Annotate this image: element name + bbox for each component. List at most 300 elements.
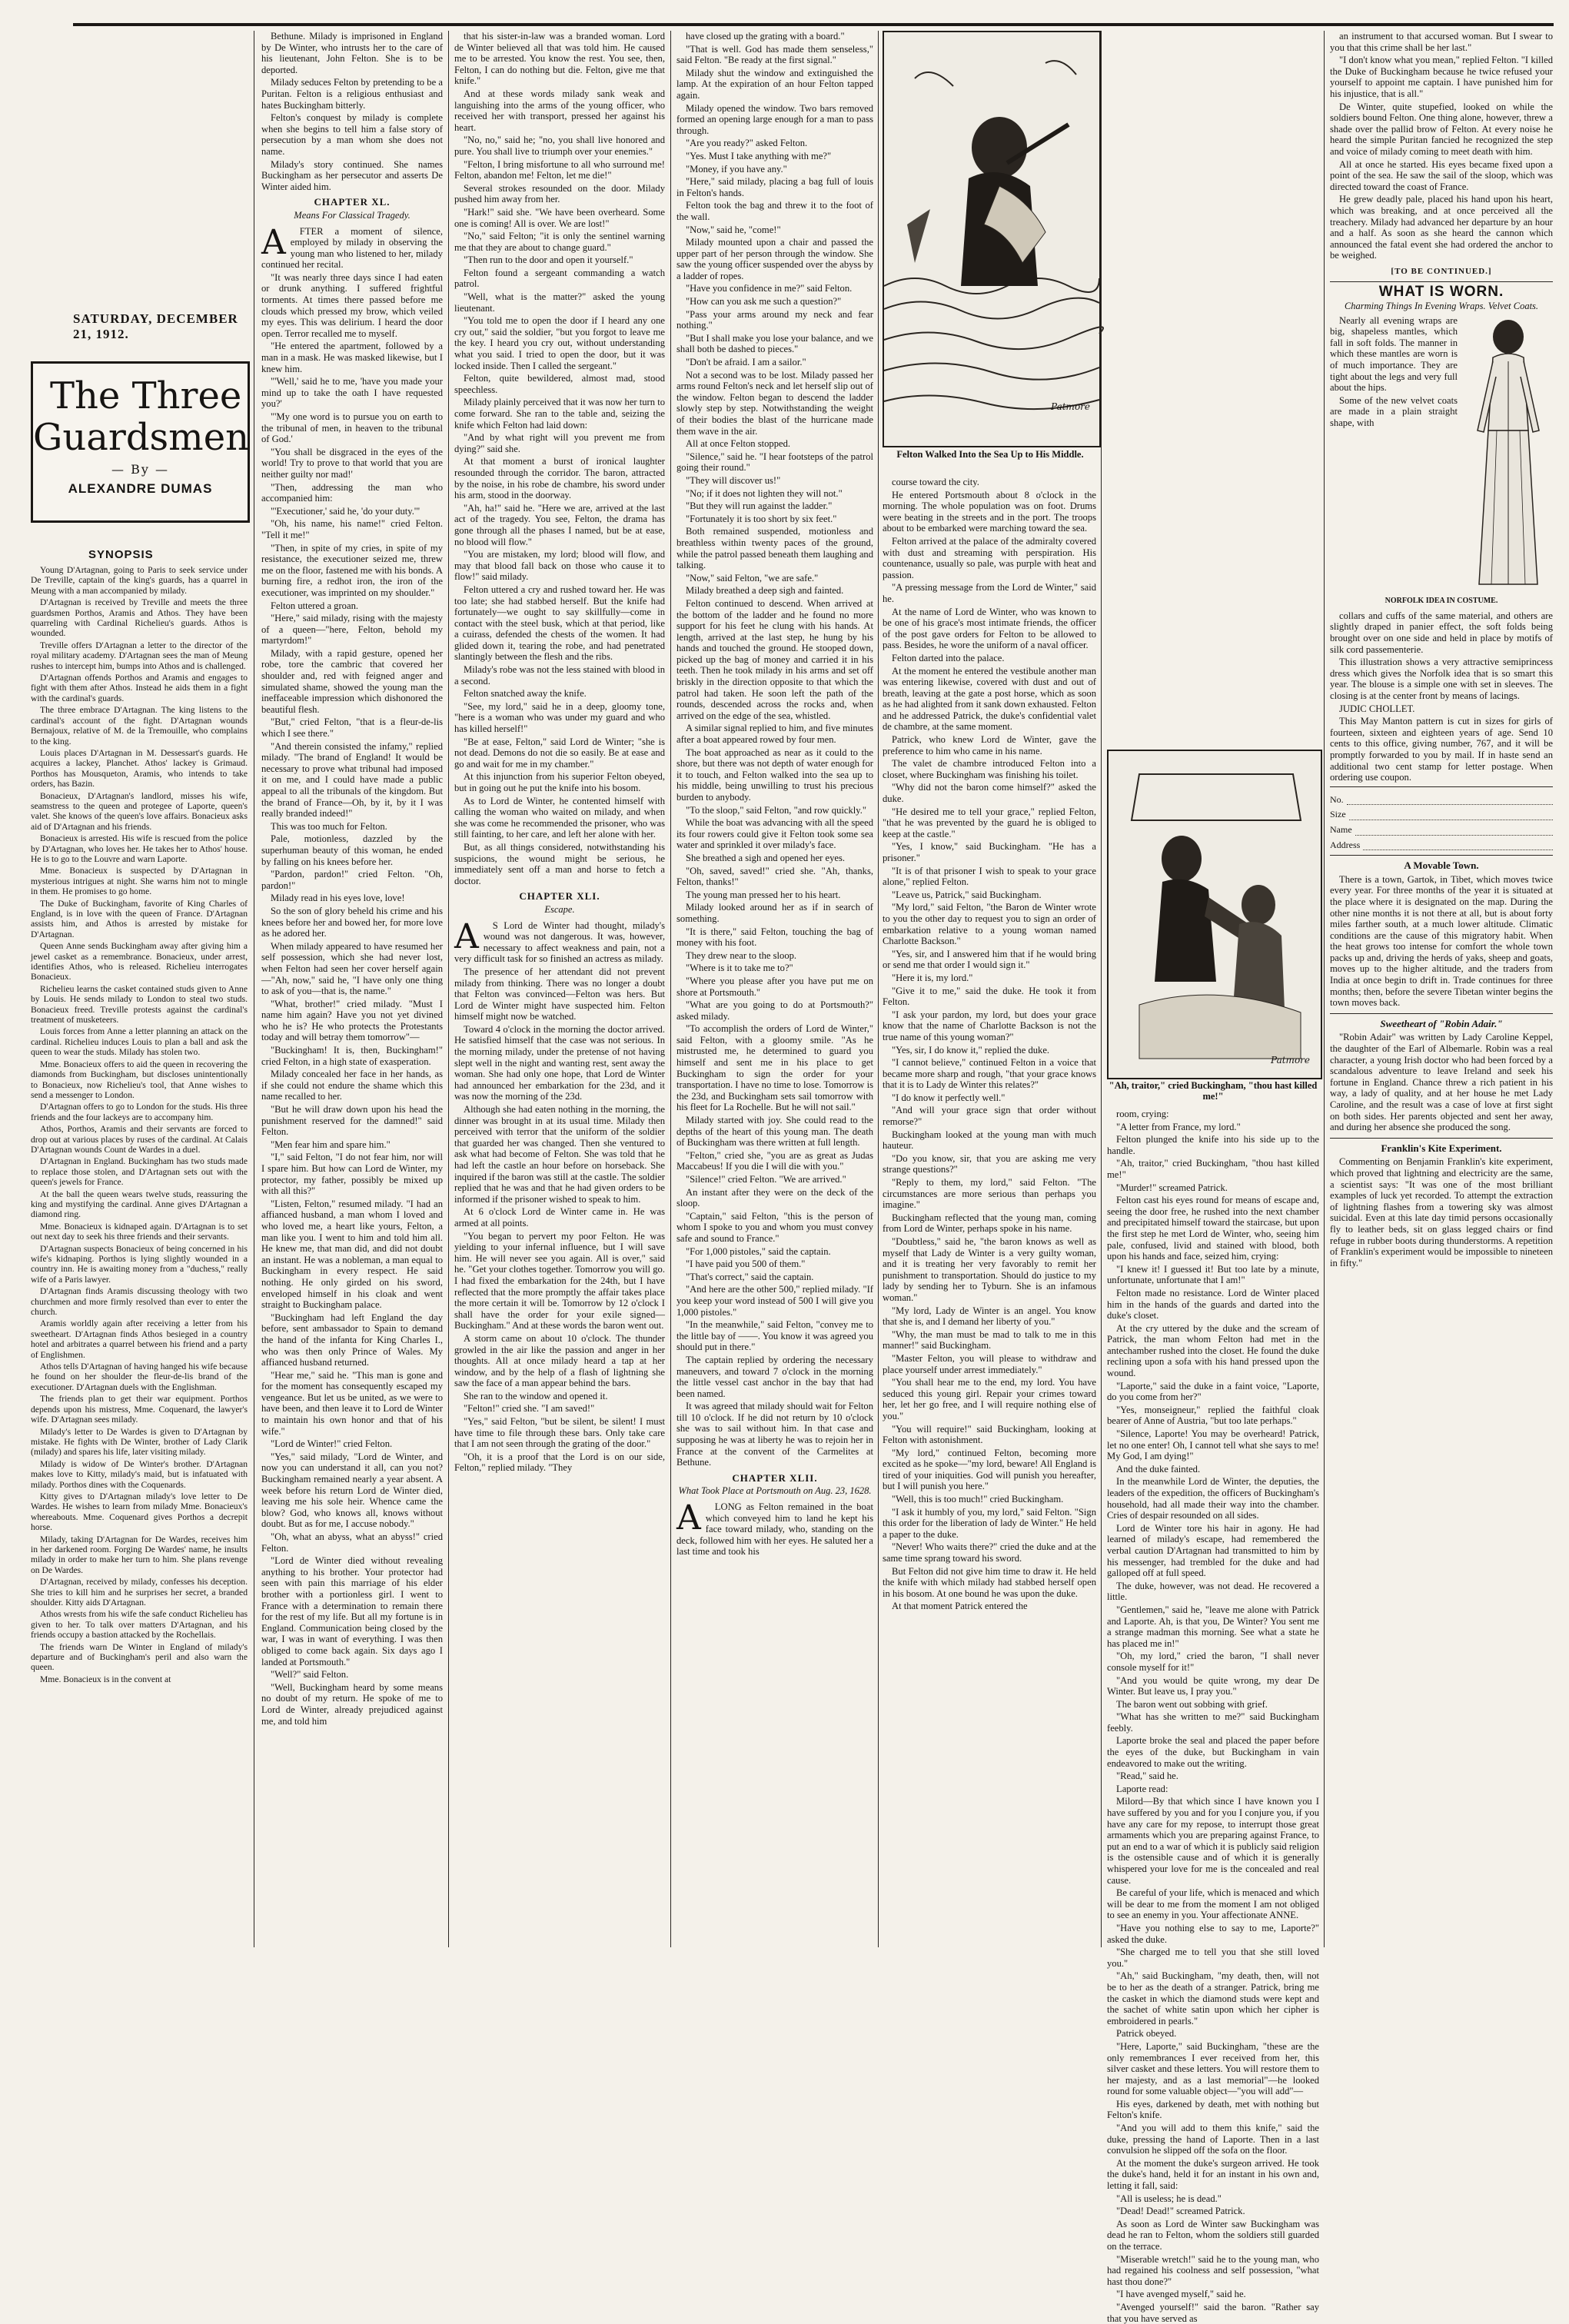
paragraph: "Men fear him and spare him."	[271, 1139, 391, 1150]
to-be-continued: [TO BE CONTINUED.]	[1391, 266, 1492, 276]
paragraph: Both remained suspended, motionless and breathless within twenty paces of the ground, while the patrol passed beneath them laughing and talking.	[676, 526, 873, 571]
paragraph: Laporte read:	[1116, 1783, 1168, 1794]
paragraph: D'Artagnan suspects Bonacieux of being concerned in his wife's kidnaping. Porthos is lying slightly wounded in a country inn. He is awaiting money from a "duchess," really wife of a Paris lawyer.	[31, 1243, 248, 1285]
paragraph: Felton found a sergeant commanding a watch patrol.	[454, 267, 665, 290]
paragraph: "Buckingham had left England the day before, sent ambassador to Spain to demand the hand of the infanta for King Charles I., who was then only Prince of Wales. My affianced husband returned.	[261, 1312, 443, 1368]
paragraph: As to Lord de Winter, he contented himself with calling the woman who waited on milady, and when she was come he recommended the prisoner, who was still fainting, to her care, and left her alone with her.	[454, 795, 665, 840]
paragraph: He entered Portsmouth about 8 o'clock in the morning. The whole population was on foot. Drums were beating in the streets and in the port. The troops about to be embarked were marching toward the sea.	[883, 489, 1096, 534]
town-article: There is a town, Gartok, in Tibet, which moves twice every year. For three months of the year it is situated at the place where it is designated on the map. During the other nine months it is not there at all, but is about forty miles farther south, at a much lower altitude. Climatic conditions are the cause of this migratory habit. When the heat grows too intense for comfort the whole town packs up and, driving the herds of yaks, sheep and goats, moves up to the higher altitude, and the traders from India at once begin to drift in. Trade continues for three months; then, before the severe Tibetan winter begins the town moves back.	[1330, 873, 1553, 1009]
paragraph: And at these words milady sank weak and languishing into the arms of the young officer, who received her with transport, pressed her against his heart.	[454, 88, 665, 133]
paragraph: Buckingham reflected that the young man, coming from Lord de Winter, perhaps spoke in his name.	[883, 1212, 1096, 1235]
byline-label: By	[131, 462, 150, 477]
paragraph: "No," said Felton; "it is only the sentinel warning me that they are about to change guard."	[454, 231, 665, 253]
paragraph: Buckingham looked at the young man with much hauteur.	[883, 1129, 1096, 1152]
column-divider	[1324, 31, 1325, 1947]
paragraph: He grew deadly pale, placed his hand upon his heart, which was breaking, and at once perceived all the treachery. Milady had advanced her departure by an hour and a half. As soon as she heard the cannon which announced the fatal event she had ordered the anchor to be weighed.	[1330, 194, 1553, 261]
paragraph: Young D'Artagnan, going to Paris to seek service under De Treville, captain of the king's guards, has a quarrel in Meung with a man accompanied by milady.	[31, 565, 248, 596]
fashion-subtitle: Charming Things In Evening Wraps. Velvet Coats.	[1344, 301, 1539, 312]
paragraph: Kitty gives to D'Artagnan milady's love letter to De Wardes. He wishes to learn from milady Mme. Bonacieux's whereabouts. Mme. Coquenard gives Porthos a decrepit horse.	[31, 1491, 248, 1533]
paragraph: "Well, this is too much!" cried Buckingham.	[892, 1494, 1064, 1505]
drop-cap: A	[454, 916, 479, 956]
paragraph: "Listen, Felton," resumed milady. "I had an affianced husband, a man whom I loved and who loved me, a heart like yours, Felton, a man like you. I went to him and told him all. He knew me, that man did, and did not doubt an instant. He was a nobleman, a man equal to Buckingham in every respect. He said nothing. He only girded on his sword, enveloped himself in his cloak and went straight to Buckingham palace.	[261, 1198, 443, 1311]
paragraph: "A letter from France, my lord."	[1116, 1121, 1241, 1132]
paragraph: "Pass your arms around my neck and fear nothing."	[676, 308, 873, 331]
chapter-text	[261, 222, 443, 1727]
paragraph: Several strokes resounded on the door. Milady pushed him away from her.	[454, 182, 665, 205]
paragraph: Mme. Bonacieux is suspected by D'Artagnan in mysterious intrigues at night. She warns him not to mingle in them. He promises to go home.	[31, 866, 248, 897]
paragraph: FTER a moment of silence, employed by milady in observing the young man who listened to her, milady continued her recital.	[261, 225, 443, 271]
paragraph: "Yes, monseigneur," replied the faithful cloak bearer of Anne of Austria, "but too late perhaps."	[1107, 1404, 1319, 1427]
paragraph: "Then, in spite of my cries, in spite of my resistance, the executioner seized me, threw me on the floor, fastened me with his bonds. A burning fire, a redhot iron, the iron of the executioner, was imprinted on my shoulder."	[261, 542, 443, 598]
paragraph: "And you will add to them this knife," said the duke, pressing the hand of Laporte. Then in a last convulsion he slipped off the sofa on the floor.	[1107, 2123, 1319, 2156]
paragraph: His eyes, darkened by death, met with nothing but Felton's knife.	[1107, 2098, 1319, 2121]
paragraph: Felton made no resistance. Lord de Winter placed him in the hands of the guards and darted into the duke's closet.	[1107, 1287, 1319, 1322]
paragraph: "Then run to the door and open it yourself."	[464, 254, 633, 266]
paragraph: This May Manton pattern is cut in sizes for girls of fourteen, sixteen and eighteen years of age. Send 10 cents to this office, giving number, 767, and it will be promptly forwarded to you by mail. If in haste send an additional two cent stamp for letter postage. When ordering use coupon.	[1330, 716, 1553, 783]
paragraph: Richelieu learns the casket contained studs given to Anne by Louis. He sends milady to London to steal two studs. Bonacieux freed. Treville protests against the cardinal's treatment of musketeers.	[31, 983, 248, 1026]
chapter-text	[1330, 31, 1553, 261]
robin-heading: Sweetheart of "Robin Adair."	[1380, 1017, 1503, 1029]
paragraph: "You shall hear me to the end, my lord. You have seduced this young girl. Repair your crimes toward her, let her go free, and I will require nothing else of you."	[883, 1377, 1096, 1421]
paragraph: "I ask your pardon, my lord, but does your grace know that the name of Charlotte Backson is not the true name of this young woman?"	[883, 1009, 1096, 1042]
chapter-subtitle: Escape.	[544, 903, 575, 915]
paragraph: Felton uttered a groan.	[271, 600, 359, 611]
paragraph: Milady started with joy. She could read to the depths of the heart of this young man. The death of Buckingham was there written at full length.	[676, 1115, 873, 1149]
story-column-5-continued	[1107, 31, 1319, 733]
serial-title-line2: Guardsmen	[33, 416, 250, 459]
paragraph: The presence of her attendant did not prevent milady from thinking. There was no longer a doubt that Felton was convinced—Felton was hers. But Lord de Winter might have suspected him. Felton himself might now be watched.	[454, 966, 665, 1022]
illustration-caption: "Ah, traitor," cried Buckingham, "thou hast killed me!"	[1109, 1080, 1318, 1102]
paragraph: Not a second was to be lost. Milady passed her arms round Felton's neck and let herself slip out of the window. Felton began to descend the ladder slowly step by step. Notwithstanding the weight of their bodies the blast of the hurricane made them wave in the air.	[676, 369, 873, 437]
paragraph: "Gentlemen," said he, "leave me alone with Patrick and Laporte. Ah, is that you, De Winter? You sent me a strange madman this morning. See what a state he has placed me in!"	[1107, 1604, 1319, 1649]
story-column-6	[1107, 1109, 1319, 2324]
paragraph: "Yes," said Felton, "but be silent, be silent! I must have time to file through these bars. Only take care that I am not seen through the grating of the door."	[454, 1416, 665, 1450]
paragraph: "You shall be disgraced in the eyes of the world! Try to prove to that world that you are neither guilty nor mad!'	[261, 446, 443, 480]
paragraph: Felton darted into the palace.	[892, 652, 1005, 663]
paragraph: Toward 4 o'clock in the morning the doctor arrived. He satisfied himself that the case was not serious. In the morning milady, under the pretense of not having slept well in the night and wanting rest, sent away the woman. She had only one hope, that Lord de Winter had announced her embarkation for the 23d, and it was now the morning of the 23d.	[454, 1023, 665, 1102]
drop-cap: A	[676, 1498, 701, 1538]
paragraph: "My lord, Lady de Winter is an angel. You know that she is, and I demand her liberty of you."	[883, 1305, 1096, 1328]
paragraph: "Felton," cried she, "you are as great as Judas Maccabeus! If you die I will die with you."	[676, 1149, 873, 1172]
figure-caption: NORFOLK IDEA IN COSTUME.	[1385, 597, 1498, 606]
chapter-heading: CHAPTER XLII.	[732, 1471, 818, 1484]
paragraph: "Now," said he, "come!"	[686, 224, 781, 235]
paragraph: At the ball the queen wears twelve studs, reassuring the king and mystifying the cardinal. Anne gives D'Artagnan a diamond ring.	[31, 1189, 248, 1220]
paragraph: As soon as Lord de Winter saw Buckingham was dead he ran to Felton, whom the soldiers still guarded on the terrace.	[1107, 2218, 1319, 2252]
paragraph: "Ah, ha!" said he. "Here we are, arrived at the last act of the tragedy. You see, Felton, the drama has gone through all the phases I named, but be at ease, no blood will flow."	[454, 502, 665, 547]
paragraph: "Lord de Winter!" cried Felton.	[271, 1438, 393, 1450]
paragraph: "Yes, sir, and I answered him that if he would bring or send me that order I would sign it."	[883, 948, 1096, 971]
coupon-field	[1330, 794, 1553, 806]
chapter-subtitle: What Took Place at Portsmouth on Aug. 23, 1628.	[678, 1485, 872, 1497]
paragraph: Milady opened the window. Two bars removed formed an opening large enough for a man to pass through.	[676, 102, 873, 136]
paragraph: "Here it is, my lord."	[892, 972, 973, 983]
synopsis-column	[31, 565, 248, 1947]
paragraph: "I knew it! I guessed it! But too late by a minute, unfortunate, unfortunate that I am!"	[1107, 1263, 1319, 1286]
paragraph: Milady shut the window and extinguished the lamp. At the expiration of an hour Felton tapped again.	[676, 67, 873, 101]
paragraph: Some of the new velvet coats are made in a plain straight shape, with	[1330, 394, 1458, 428]
paragraph: "And by what right will you prevent me from dying?" said she.	[454, 432, 665, 454]
paragraph: The three embrace D'Artagnan. The king listens to the cardinal's account of the fight. D'Artagnan wounds Bernajoux, relative of M. de la Tremouille, who complains to the king.	[31, 705, 248, 746]
column-divider	[1101, 31, 1102, 1947]
paragraph: "Oh, what an abyss, what an abyss!" cried Felton.	[261, 1531, 443, 1554]
paragraph: "Why did not the baron come himself?" asked the duke.	[883, 782, 1096, 805]
divider	[1330, 1138, 1553, 1139]
paragraph: Aramis worldly again after receiving a letter from his sweetheart. D'Artagnan finds Athos besieged in a country hotel and arbitrates a quarrel between his friend and a party of Englishmen.	[31, 1318, 248, 1360]
paragraph: "Where is it to take me to?"	[686, 963, 793, 974]
story-column-2	[261, 31, 443, 1947]
byline: — By —	[111, 462, 169, 477]
paragraph: "You are mistaken, my lord; blood will flow, and may that blood fall back on those who cause it to flow!" said milady.	[454, 549, 665, 583]
paragraph: D'Artagnan, received by milady, confesses his deception. She tries to kill him and he surprises her secret, a branded shoulder. Kitty aids D'Artagnan.	[31, 1577, 248, 1608]
dress-figure-drawing	[1462, 315, 1553, 592]
paragraph: Mme. Bonacieux is in the convent at	[40, 1674, 171, 1684]
paragraph: "To accomplish the orders of Lord de Winter," said Felton, with a gloomy smile. "As he mistrusted me, he determined to guard you himself and sent me in his place to get Buckingham to sign the order for your transportation. I have no time to lose. Tomorrow is the 23d, and Buckingham sets sail tomorrow with his fleet for La Rochelle. But he will not sail."	[676, 1023, 873, 1113]
paragraph: "Miserable wretch!" said he to the young man, who had regained his coolness and self possession, "what hast thou done?"	[1107, 2253, 1319, 2287]
paragraph: "I have paid you 500 of them."	[686, 1258, 806, 1270]
paragraph: This was too much for Felton.	[271, 820, 387, 832]
synopsis-heading: SYNOPSIS	[88, 548, 154, 561]
coupon-blank-line	[1347, 794, 1553, 806]
paragraph: "It was nearly three days since I had eaten or drunk anything. I suffered frightful torments. At times there passed before me clouds which pressed my brow, which veiled my eyes. This was delirium. I heard the door open. Terror recalled me to myself.	[261, 271, 443, 339]
paragraph: "But they will run against the ladder."	[686, 500, 833, 512]
paragraph: "They will discover us!"	[686, 474, 781, 486]
paragraph: "Fortunately it is too short by six feet."	[686, 513, 837, 524]
paragraph: that his sister-in-law was a branded woman. Lord de Winter believed all that was told him. He caused me to be arrested. You know the rest. You see, then, Felton, I can do nothing but die. Felton, give me that knife."	[454, 31, 665, 87]
coupon-blank-line	[1363, 839, 1553, 851]
paragraph: It was agreed that milady should wait for Felton till 10 o'clock. If he did not return by 10 o'clock she was to sail without him. In that case and supposing he was at liberty he was to rejoin her in France at the convent of the Carmelites at Bethune.	[676, 1401, 873, 1468]
coupon-field-label: Name	[1330, 823, 1352, 835]
paragraph: They drew near to the sloop.	[686, 949, 797, 961]
paragraph: Milady looked around her as if in search of something.	[676, 902, 873, 924]
paragraph: "But he will draw down upon his head the punishment reserved for the damned!" said Felton.	[261, 1104, 443, 1138]
illustration-buckingham	[1107, 750, 1322, 1079]
paragraph: At the moment the duke's surgeon arrived. He took the duke's hand, held it for an instant in his own and, letting it fall, said:	[1107, 2157, 1319, 2192]
coupon-blank-line	[1349, 809, 1553, 820]
felton-sea-drawing	[884, 32, 1099, 446]
paragraph: "Why, the man must be mad to talk to me in this manner!" said Buckingham.	[883, 1328, 1096, 1352]
paragraph: D'Artagnan offers to go to London for the studs. His three friends and the four lackeys are to accompany him.	[31, 1102, 248, 1122]
paragraph: Milady's story continued. She names Buckingham as her persecutor and asserts De Winter aided him.	[261, 158, 443, 192]
paragraph: "Doubtless," said he, "the baron knows as well as myself that Lady de Winter is a very guilty woman, and it is treating her very favorably to remit her punishment to transportation. Should do justice to my lady by sending her to Tyburn. She is an infamous woman."	[883, 1236, 1096, 1303]
fashion-heading: WHAT IS WORN.	[1378, 284, 1504, 301]
paragraph: Felton arrived at the palace of the admiralty covered with dust and streaming with perspiration. His countenance, usually so pale, was purple with heat and passion.	[883, 535, 1096, 580]
paragraph: Milady, taking D'Artagnan for De Wardes, receives him in her darkened room. Forging De Wardes' name, he insults milady in order to make her turn to him. She plans revenge on De Wardes.	[31, 1534, 248, 1575]
paragraph: "Have you confidence in me?" said Felton.	[686, 283, 853, 294]
drop-cap: A	[261, 222, 286, 262]
paragraph: LONG as Felton remained in the boat which conveyed him to land he kept his face toward milady, who, standing on the deck, followed him with her eyes. He saluted her a last time and took his	[676, 1501, 873, 1558]
paragraph: Athos wrests from his wife the safe conduct Richelieu has given to her. To talk over matters D'Artagnan, and his friends occupy a bastion attacked by the Rochellais.	[31, 1609, 248, 1641]
paragraph: "Dead! Dead!" screamed Patrick.	[1116, 2206, 1245, 2217]
chapter-heading: CHAPTER XLI.	[519, 890, 600, 903]
paragraph: Bethune. Milady is imprisoned in England by De Winter, who intrusts her to the care of his lieutenant, John Felton. She is to be deported.	[261, 31, 443, 75]
paragraph: "Where you please after you have put me on shore at Portsmouth."	[676, 975, 873, 998]
paragraph: D'Artagnan in England. Buckingham has two studs made to replace those stolen, and D'Artagnan sets out with the queen's jewels for France.	[31, 1156, 248, 1188]
paragraph: Felton snatched away the knife.	[464, 688, 587, 700]
paragraph: Milady is widow of De Winter's brother. D'Artagnan makes love to Kitty, milady's maid, but is infatuated with milady. Porthos dines with the Coquenards.	[31, 1458, 248, 1490]
paragraph: A storm came on about 10 o'clock. The thunder growled in the air like the passion and anger in her thoughts. All at once milady heard a tap at her window, and by the help of a flash of lightning she saw the face of a man appear behind the bars.	[454, 1332, 665, 1389]
paragraph: "That's correct," said the captain.	[686, 1271, 814, 1282]
fashion-text	[1330, 315, 1458, 595]
masthead-rule	[73, 23, 1554, 26]
paragraph: She breathed a sigh and opened her eyes.	[686, 852, 846, 863]
fashion-text-continued	[1330, 610, 1553, 783]
paragraph: "Be at ease, Felton," said Lord de Winter; "she is not dead. Demons do not die so easily. Be at ease and go and wait for me in my chamber."	[454, 736, 665, 770]
paragraph: Patrick, who knew Lord de Winter, gave the preference to him who came in his name.	[883, 734, 1096, 756]
paragraph: All at once he started. His eyes became fixed upon a point of the sea. He saw the sail of the sloop, which was directed toward the coast of France.	[1330, 158, 1553, 192]
paragraph: Milord—By that which since I have known you I have suffered by you and for you I conjure you, if you have any care for my repose, to interrupt those great armaments which you are preparing against France, to put an end to a war of which it is publicly said religion is the ostensible cause and of which it is generally whispered your love for me is the concealed and real cause.	[1107, 1796, 1319, 1886]
paragraph: "Silence!" cried Felton. "We are arrived."	[686, 1174, 846, 1185]
paragraph: "Felton, I bring misfortune to all who surround me! Felton, abandon me! Felton, let me die!"	[454, 158, 665, 181]
paragraph: "Then, addressing the man who accompanied him:	[261, 481, 443, 504]
paragraph: "Have you nothing else to say to me, Laporte?" asked the duke.	[1107, 1922, 1319, 1945]
coupon-field-label: Address	[1330, 839, 1361, 850]
paragraph: An instant after they were on the deck of the sloop.	[676, 1186, 873, 1209]
coupon-field	[1330, 824, 1553, 836]
paragraph: "Lord de Winter died without revealing anything to his brother. Your protector had seen with pain this marriage of his elder brother with a portionless girl. I went to France with a determination to remain there for the rest of my life. But all my fortune is in England. Communication being closed by the war, I was in want of everything. I was then obliged to come back again. Six days ago I landed at Portsmouth."	[261, 1555, 443, 1667]
paragraph: Milady breathed a deep sigh and fainted.	[686, 585, 844, 597]
paragraph: Felton's conquest by milady is complete when she begins to tell him a false story of persecution by a man whom she does not name.	[261, 112, 443, 157]
paragraph: But, as all things considered, notwithstanding his suspicions, the wound might be serious, he immediately sent off a man and horse to fetch a doctor.	[454, 841, 665, 886]
paragraph: In the meanwhile Lord de Winter, the deputies, the leaders of the expedition, the officers of Buckingham's household, had all made their way into the chamber. Cries of despair resounded on all sides.	[1107, 1476, 1319, 1521]
serial-title-line1: The Three	[50, 374, 242, 417]
paragraph: have closed up the grating with a board."	[686, 31, 845, 42]
paragraph: "Yes. Must I take anything with me?"	[686, 150, 832, 161]
paragraph: The young man pressed her to his heart.	[686, 889, 841, 900]
paragraph: room, crying:	[1116, 1109, 1169, 1119]
paragraph: Felton plunged the knife into his side up to the handle.	[1107, 1134, 1319, 1156]
paragraph: "In the meanwhile," said Felton, "convey me to the little bay of ——. You know it was agreed you should put in there."	[676, 1319, 873, 1353]
paragraph: "But I shall make you lose your balance, and we shall both be dashed to pieces."	[676, 332, 873, 355]
kite-heading: Franklin's Kite Experiment.	[1381, 1142, 1502, 1154]
paragraph: At 6 o'clock Lord de Winter came in. He was armed at all points.	[454, 1206, 665, 1228]
paragraph: "How can you ask me such a question?"	[686, 296, 842, 308]
paragraph: Felton continued to descend. When arrived at the bottom of the ladder and he found no more support for his feet he clung with his hands. At length, arrived at the last step, he hung by his hands and touched the ground. He stooped down, picked up the bag of money and carried it in his teeth. Then he took milady in his arms and set off briskly in the direction opposite to that which the patrol had taken. He soon left the path of the rounds, descended across the rocks and, when arrived on the edge of the sea, whistled.	[676, 597, 873, 721]
fashion-figure	[1462, 315, 1553, 595]
paragraph: "Murder!" screamed Patrick.	[1116, 1182, 1228, 1193]
paragraph: "You told me to open the door if I heard any one cry out," said the soldier, "but you forgot to leave me the key. I heard you cry out, without understanding what you said. I tried to open the door, but it was locked inside. Then I called the sergeant."	[454, 315, 665, 371]
paragraph: The valet de chambre introduced Felton into a closet, where Buckingham was finishing his toilet.	[883, 758, 1096, 780]
paragraph: "Well, what is the matter?" asked the young lieutenant.	[454, 291, 665, 314]
paragraph: D'Artagnan offends Porthos and Aramis and engages to fight with them after Athos. Instead he aids them in a fight with the cardinal's guards.	[31, 673, 248, 703]
chapter-subtitle: Means For Classical Tragedy.	[294, 209, 411, 221]
paragraph: "To the sloop," said Felton, "and row quickly."	[686, 804, 867, 816]
story-column-4	[676, 31, 873, 1947]
paragraph: "That is well. God has made them senseless," said Felton. "Be ready at the first signal."	[676, 43, 873, 66]
paragraph: Felton uttered a cry and rushed toward her. He was too late; she had stabbed herself. But the knife had fortunately—we ought to say skillfully—come in contact with the steel busk, which at that period, like a cuirass, defended the chests of the women. It had glided down it, tearing the robe, and had penetrated slantingly between the flesh and the ribs.	[454, 583, 665, 663]
paragraph: The captain replied by ordering the necessary maneuvers, and toward 7 o'clock in the morning the little vessel cast anchor in the bay that had been named.	[676, 1354, 873, 1399]
paragraph: "Here," said milady, rising with the majesty of a queen—"here, Felton, behold my martyrdom!"	[261, 613, 443, 647]
paragraph: Felton, quite bewildered, almost mad, stood speechless.	[454, 373, 665, 395]
coupon-field	[1330, 809, 1553, 820]
paragraph: "My lord," continued Felton, becoming more excited as he spoke—"my lord, beware! All England is tired of your iniquities. God will punish you hereafter, but I will punish you here."	[883, 1447, 1096, 1492]
chapter-heading: CHAPTER XL.	[314, 196, 391, 208]
paragraph: "I," said Felton, "I do not fear him, nor will I spare him. But how can Lord de Winter, my protector, my father, possibly be mixed up with all this?"	[261, 1152, 443, 1197]
paragraph: Treville offers D'Artagnan a letter to the director of the royal military academy. D'Artagnan sees the man of Meung rushes to intercept him, bumps into Athos and is challenged.	[31, 640, 248, 671]
story-column-5	[883, 477, 1096, 1947]
chapter-text	[454, 916, 665, 1475]
paragraph: "Pardon, pardon!" cried Felton. "Oh, pardon!"	[261, 869, 443, 891]
paragraph: "Do you know, sir, that you are asking me very strange questions?"	[883, 1152, 1096, 1175]
fashion-block	[1330, 315, 1553, 595]
paragraph: "It is there," said Felton, touching the bag of money with his foot.	[676, 926, 873, 949]
dateline: SATURDAY, DECEMBER 21, 1912.	[73, 311, 238, 341]
paragraph: "Avenged yourself!" said the baron. "Rather say that you have served as	[1107, 2301, 1319, 2324]
paragraph: "I don't know what you mean," replied Felton. "I killed the Duke of Buckingham because he twice refused your yourself to appoint me captain. I have punished him for his injustice, that is all."	[1330, 55, 1553, 99]
paragraph: "For 1,000 pistoles," said the captain.	[686, 1245, 831, 1257]
paragraph: The duke, however, was not dead. He recovered a little.	[1107, 1580, 1319, 1603]
paragraph: "I have avenged myself," said he.	[1116, 2289, 1246, 2300]
paragraph: "Give it to me," said the duke. He took it from Felton.	[883, 985, 1096, 1008]
paragraph: "Leave us, Patrick," said Buckingham.	[892, 889, 1042, 900]
paragraph: The baron went out sobbing with grief.	[1116, 1698, 1268, 1710]
paragraph: Felton took the bag and threw it to the foot of the wall.	[676, 200, 873, 222]
paragraph: "Here, Laporte," said Buckingham, "these are the only remembrances I ever received from her, this silver casket and these letters. You will restore them to her majesty, and as a last memorial"—he looked round for some valuable object—"you will add"—	[1107, 2040, 1319, 2097]
paragraph: Bonacieux, D'Artagnan's landlord, misses his wife, seamstress to the queen and protegee of Laporte, queen's valet. She knows of the queen's love affairs. Bonacieux asks aid of D'Artagnan and his friends.	[31, 790, 248, 832]
paragraph: "And will your grace sign that order without remorse?"	[883, 1105, 1096, 1128]
paragraph: "I cannot believe," continued Felton in a voice that became more sharp and rough, "that your grace knows that it is to Lady de Winter this relates?"	[883, 1057, 1096, 1091]
paragraph: Laporte broke the seal and placed the paper before the eyes of the duke, but Buckingham in vain endeavored to make out the writing.	[1107, 1735, 1319, 1769]
paragraph: She ran to the window and opened it.	[464, 1390, 608, 1401]
sidebar-column	[1330, 31, 1553, 1947]
paragraph: So the son of glory beheld his crime and his knees before her and bowed her, for more love as he adored her.	[261, 905, 443, 939]
paragraph: "It is of that prisoner I wish to speak to your grace alone," replied Felton.	[883, 865, 1096, 888]
paragraph: "See, my lord," said he in a deep, gloomy tone, "here is a woman who was under my guard and who has killed herself!"	[454, 700, 665, 735]
paragraph: "But," cried Felton, "that is a fleur-de-lis which I see there."	[261, 716, 443, 740]
column-divider	[448, 31, 449, 1947]
paragraph: "'Well,' said he to me, 'have you made your mind up to take the oath I have requested you?'	[261, 376, 443, 410]
paragraph: "Captain," said Felton, "this is the person of whom I spoke to you and whom you must convey safe and sound to France."	[676, 1210, 873, 1244]
paragraph: "Silence," said he. "I hear footsteps of the patrol going their round."	[676, 451, 873, 474]
illustration-caption: Felton Walked Into the Sea Up to His Middle.	[896, 449, 1084, 460]
paragraph: "Money, if you have any."	[686, 163, 787, 175]
paragraph: Patrick obeyed.	[1116, 2028, 1177, 2040]
paragraph: Nearly all evening wraps are big, shapeless mantles, which fall in soft folds. The manner in which these mantles are worn is of much importance. They are tight about the legs and very full about the hips.	[1330, 314, 1458, 394]
paragraph: "All is useless; he is dead."	[1116, 2193, 1222, 2204]
paragraph: Mme. Bonacieux offers to aid the queen in recovering the diamonds from Buckingham, but discloses unintentionally to Bonacieux, now Richelieu's tool, that Anne wishes to send a messenger to London.	[31, 1059, 248, 1100]
paragraph: "'My one word is to pursue you on earth to the tribunal of men, in heaven to the tribunal of God.'	[261, 411, 443, 445]
paragraph: Milady, with a rapid gesture, opened her robe, tore the cambric that covered her shoulder and, red with feigned anger and simulated shame, showed the young man the ineffaceable impression which dishonored the beautiful flesh.	[261, 647, 443, 715]
paragraph: Although she had eaten nothing in the morning, the dinner was brought in at its usual time. Milady then perceived with terror that the uniform of the soldier that guarded her was changed. Then she ventured to ask what had become of Felton. She was told that he had left the castle an hour before on horseback. She inquired if the baron was still at the castle. The soldier replied that he was and that he had given orders to be informed if the prisoner wished to speak to him.	[454, 1104, 665, 1205]
paragraph: "Felton!" cried she. "I am saved!"	[464, 1403, 595, 1415]
illustration-signature: Patmore	[1051, 401, 1090, 412]
paragraph: "Laporte," said the duke in a faint voice, "Laporte, do you come from her?"	[1107, 1380, 1319, 1403]
coupon-field-label: No.	[1330, 793, 1344, 805]
coupon-field	[1330, 839, 1553, 851]
paragraph: Milady read in his eyes love, love!	[271, 893, 405, 904]
paragraph: At the cry uttered by the duke and the scream of Patrick, the man whom Felton had met in the antechamber rushed into the closet. He found the duke reclining upon a sofa with his hand pressed upon the wound.	[1107, 1322, 1319, 1379]
paragraph: The Duke of Buckingham, favorite of King Charles of England, is in love with the queen of France. D'Artagnan assists him, and Athos is arrested by mistake for D'Artagnan.	[31, 898, 248, 939]
paragraph: And the duke fainted.	[1116, 1463, 1201, 1475]
paragraph: "Ah, traitor," cried Buckingham, "thou hast killed me!"	[1107, 1158, 1319, 1180]
coupon-field-label: Size	[1330, 809, 1346, 820]
paragraph: "No; if it does not lighten they will not."	[686, 487, 843, 499]
paragraph: "And here are the other 500," replied milady. "If you keep your word instead of 500 I will give you 1,000 pistoles."	[676, 1284, 873, 1318]
synopsis-continued	[261, 31, 443, 192]
paragraph: A similar signal replied to him, and five minutes after a boat appeared rowed by four men.	[676, 723, 873, 746]
paragraph: Milady mounted upon a chair and passed the upper part of her person through the window. She saw the young officer suspended over the abyss by a ladder of ropes.	[676, 237, 873, 281]
paragraph: Milady seduces Felton by pretending to be a Puritan. Felton is a religious enthusiast and hates Buckingham bitterly.	[261, 77, 443, 111]
paragraph: D'Artagnan is received by Treville and meets the three guardsmen Porthos, Aramis and Athos. They have been quarreling with Cardinal Richelieu's guards. Athos is wounded.	[31, 597, 248, 639]
paragraph: "No, no," said he; "no, you shall live honored and pure. You shall live to triumph over your enemies."	[454, 135, 665, 157]
paragraph: The boat approached as near as it could to the shore, but there was not depth of water enough for it to touch, and Felton walked into the sea up to his middle, being unwilling to trust his precious burden to anybody.	[676, 746, 873, 803]
paragraph: "Yes, sir, I do know it," replied the duke.	[892, 1044, 1050, 1056]
paragraph: De Winter, quite stupefied, looked on while the soldiers bound Felton. One thing alone, however, threw a shade over the pallid brow of Felton. At every noise he heard the simple Puritan fancied he recognized the step and voice of milady coming to meet death with him.	[1330, 101, 1553, 157]
paragraph: Milady's letter to De Wardes is given to D'Artagnan by mistake. He fights with De Winter, brother of Lady Clarik (milady) and spares his life, later visiting milady.	[31, 1426, 248, 1458]
town-heading: A Movable Town.	[1404, 859, 1479, 872]
buckingham-drawing	[1109, 751, 1321, 1078]
divider	[1330, 855, 1553, 856]
paragraph: "Hear me," said he. "This man is gone and for the moment has consequently escaped my vengeance. But let us be united, as we were to have been, and then leave it to Lord de Winter to maintain his own honor and that of his wife."	[261, 1369, 443, 1437]
paragraph: Bonacieux is arrested. His wife is rescued from the police by D'Artagnan, who loves her. He takes her to Athos' house. He is to go to the Louvre and warn Laporte.	[31, 833, 248, 864]
paragraph: "You began to pervert my poor Felton. He was yielding to your infernal influence, but I will save him. He will never see you again. All is over," said he. "Get your clothes together. Tomorrow you will go. I had fixed the embarkation for the 24th, but I have reflected that the more promptly the affair takes place the more certain it will be. Tomorrow by 12 o'clock I shall have the order for your exile signed—Buckingham." And at these words the baron went out.	[454, 1230, 665, 1332]
paragraph: Lord de Winter tore his hair in agony. He had learned of milady's escape, had remembered the verbal caution D'Artagnan had transmitted to him by his messenger, had trembled for the duke and had galloped off at full speed.	[1107, 1522, 1319, 1579]
paragraph: "Yes," said milady, "Lord de Winter, and now you can understand it all, can you not? Buckingham remained nearly a year absent. A week before his return Lord de Winter died, leaving me his sole heir. Whence came the blow? God, who knows all, knows without doubt. But as for me, I accuse nobody."	[261, 1451, 443, 1530]
paragraph: Louis forces from Anne a letter planning an attack on the cardinal. Richelieu induces Louis to plan a ball and ask the queen to wear the studs. Milady has stolen two.	[31, 1026, 248, 1058]
paragraph: This illustration shows a very attractive semiprincess dress which gives the Norfolk idea that is so smart this year. The blouse is a simple one with set in sleeves. The closing is at the center front by means of lacings.	[1330, 657, 1553, 701]
paragraph: "Oh, saved, saved!" cried she. "Ah, thanks, Felton, thanks!"	[676, 865, 873, 888]
paragraph: "Oh, it is a proof that the Lord is on our side, Felton," replied milady. "They	[454, 1451, 665, 1474]
paragraph: "Never! Who waits there?" cried the duke and at the same time sprang toward his sword.	[883, 1541, 1096, 1564]
paragraph: Felton cast his eyes round for means of escape and, seeing the door free, he rushed into the next chamber and precipitated himself toward the staircase, but upon the first step he met Lord de Winter, who, seeing him pale, confused, livid and stained with blood, both upon his hands and face, seized him, crying:	[1107, 1195, 1319, 1262]
paragraph: Pale, motionless, dazzled by the superhuman beauty of this woman, he ended by falling on his knees before her.	[261, 833, 443, 867]
paragraph: "Well?" said Felton.	[271, 1669, 349, 1681]
robin-article: "Robin Adair" was written by Lady Caroline Keppel, the daughter of the Earl of Albemarle. Robin was a real character, a young Irish doctor who had been forced by a scandalous adventure to leave Ireland and seek his fortune in England. Chance threw a rich patient in his way, a lady of quality, and at her house he met Lady Caroline, and the result was a case of love at first sight on both sides. Her parents objected and sent her away, and during her absence she produced the song.	[1330, 1032, 1553, 1133]
paragraph: Louis places D'Artagnan in M. Dessessart's guards. He acquires a lackey, Planchet. Athos' lackey is Grimaud. Porthos has Mousqueton, Aramis, who intends to take orders, has Bazin.	[31, 747, 248, 790]
paragraph: When milady appeared to have resumed her self possession, which she had never lost, when Felton had seen her cover herself again—"Ah, now," said he, "I have only one thing to ask of you—that is, the name."	[261, 940, 443, 997]
paragraph: "Well, Buckingham heard by some means no doubt of my return. He spoke of me to Lord de Winter, already prejudiced against me, and told him	[261, 1681, 443, 1727]
paragraph: S Lord de Winter had thought, milady's wound was not dangerous. It was, however, necessary to affect weakness and pain, not a very difficult task for so finished an actress as milady.	[454, 919, 665, 965]
pattern-coupon	[1330, 786, 1553, 850]
column-divider	[670, 31, 671, 1947]
coupon-blank-line	[1355, 824, 1553, 836]
chapter-text	[676, 31, 873, 1468]
paragraph: JUDIC CHOLLET.	[1339, 703, 1415, 714]
divider	[1330, 1013, 1553, 1014]
paragraph: Milady concealed her face in her hands, as if she could not endure the shame which this name recalled to her.	[261, 1069, 443, 1102]
paragraph: "Hark!" said she. "We have been overheard. Some one is coming! All is over. We are lost!"	[454, 206, 665, 229]
paragraph: At this injunction from his superior Felton obeyed, but in going out he put the knife into his bosom.	[454, 771, 665, 793]
paragraph: "My lord," said Felton, "the Baron de Winter wrote to you the other day to request you to sign an order of embarkation relative to a young woman named Charlotte Backson."	[883, 902, 1096, 947]
illustration-signature: Patmore	[1271, 1055, 1310, 1066]
paragraph: "Read," said he.	[1116, 1770, 1178, 1782]
paragraph: Athos, Porthos, Aramis and their servants are forced to drop out at various places by ruses of the cardinal. At Calais D'Artagnan wounds Count de Wardes in a duel.	[31, 1124, 248, 1155]
paragraph: "A pressing message from the Lord de Winter," said he.	[883, 582, 1096, 604]
paragraph: "Now," said Felton, "we are safe."	[686, 572, 819, 583]
paragraph: All at once Felton stopped.	[686, 438, 791, 450]
paragraph: "Don't be afraid. I am a sailor."	[686, 357, 806, 368]
paragraph: "'Executioner,' said he, 'do your duty.'"	[271, 505, 421, 517]
divider	[1330, 281, 1553, 282]
paragraph: Milady's robe was not the less stained with blood in a second.	[454, 664, 665, 687]
paragraph: "And you would be quite wrong, my dear De Winter. But leave us, I pray you."	[1107, 1674, 1319, 1697]
paragraph: "I do know it perfectly well."	[892, 1092, 1006, 1103]
paragraph: an instrument to that accursed woman. But I swear to you that this crime shall be her last."	[1330, 31, 1553, 53]
paragraph: "He desired me to tell your grace," replied Felton, "that he was prevented by the guard he is obliged to keep at the castle."	[883, 806, 1096, 839]
paragraph: At the name of Lord de Winter, who was known to be one of his grace's most intimate friends, the officer of the post gave orders for Felton to be allowed to pass. Besides, he wore the uniform of a naval officer.	[883, 606, 1096, 651]
paragraph: "And therein consisted the infamy," replied milady. "The brand of England! It would be necessary to prove what tribunal had imposed it on me, and I could have made a public appeal to all the tribunals of the kingdom. But the brand of France—Oh, by it, by it I was really branded indeed!"	[261, 740, 443, 820]
paragraph: "He entered the apartment, followed by a man in a mask. He was masked likewise, but I knew him.	[261, 341, 443, 374]
chapter-text	[676, 1498, 873, 1558]
paragraph: "You will require!" said Buckingham, looking at Felton with astonishment.	[883, 1423, 1096, 1446]
paragraph: "I ask it humbly of you, my lord," said Felton. "Sign this order for the liberation of lady de Winter." He held a paper to the duke.	[883, 1506, 1096, 1540]
paragraph: course toward the city.	[892, 477, 979, 487]
paragraph: But Felton did not give him time to draw it. He held the knife with which milady had stabbed herself open in his bosom. At one bound he was upon the duke.	[883, 1565, 1096, 1599]
paragraph: While the boat was advancing with all the speed its four rowers could give it Felton took some sea water and sprinkled it over milady's face.	[676, 817, 873, 851]
illustration-felton-sea	[883, 31, 1101, 447]
story-column-3	[454, 31, 665, 1947]
paragraph: "Reply to them, my lord," said Felton. "The circumstances are more serious than perhaps you imagine."	[883, 1177, 1096, 1211]
